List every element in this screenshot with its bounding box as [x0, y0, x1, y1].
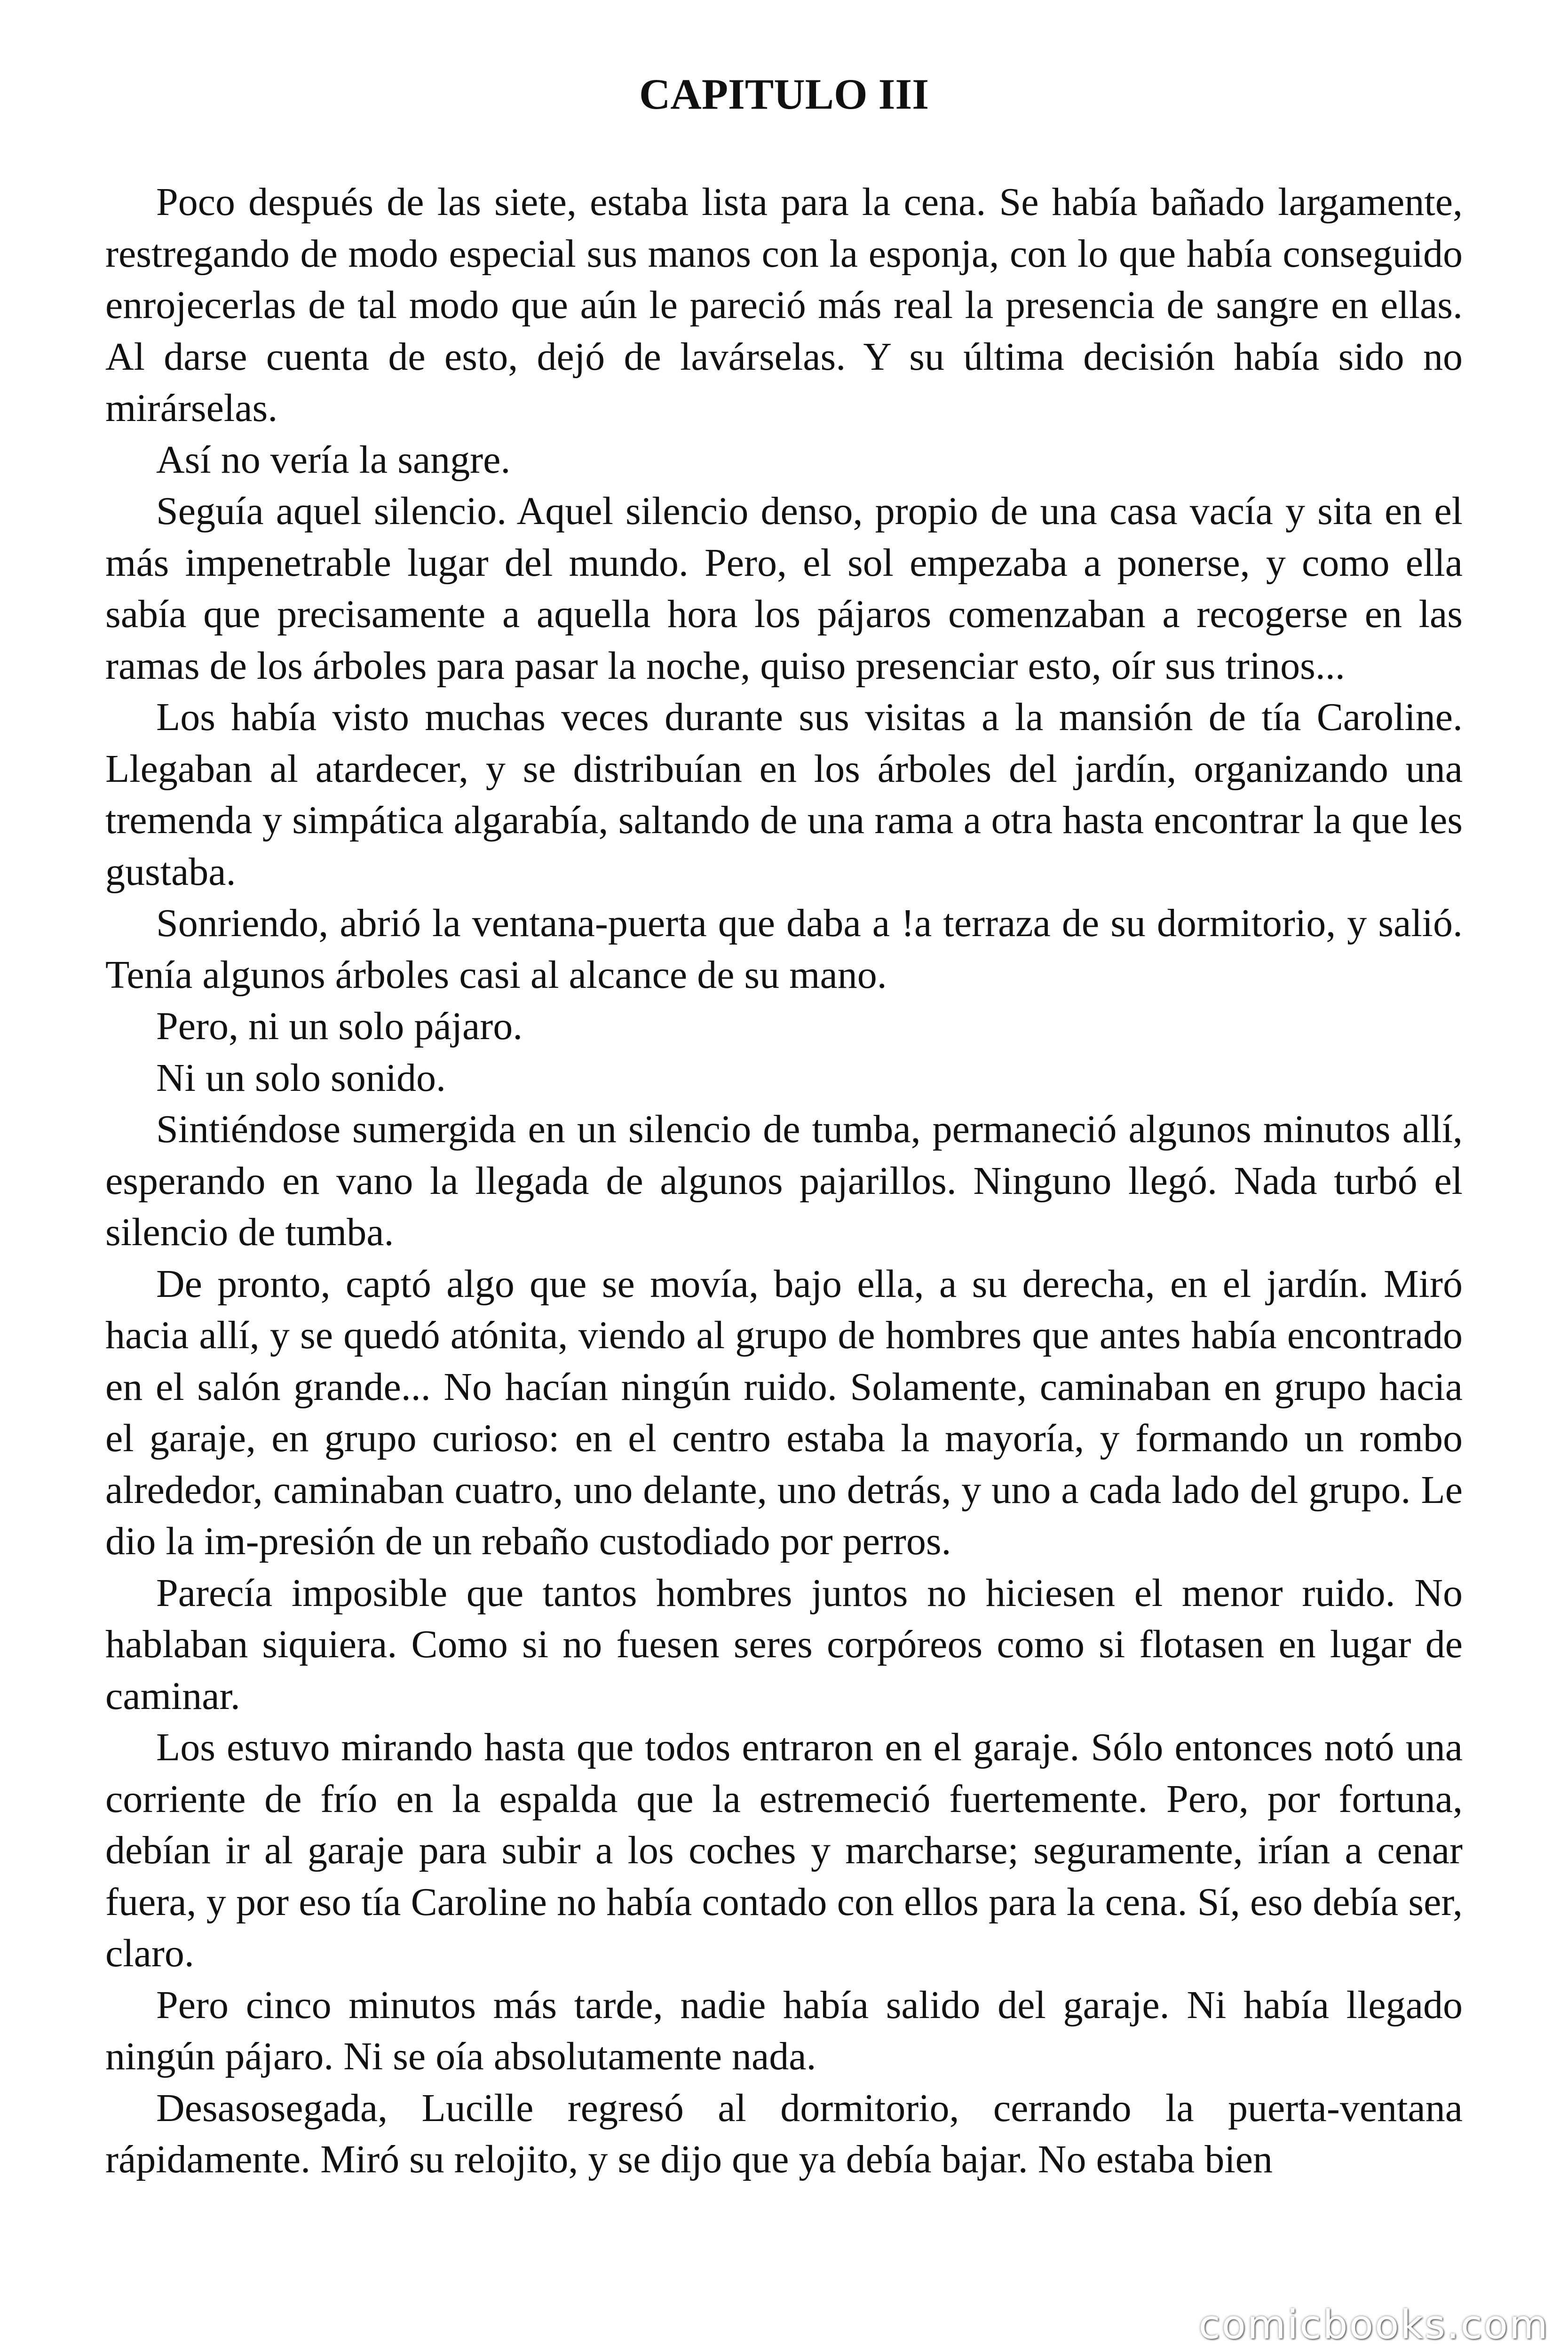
- paragraph: Sintiéndose sumergida en un silencio de tumba, permaneció algunos minutos allí, esperando en vano la llegada de algunos pajarillos. Ninguno llegó. Nada turbó el silencio de tumba.: [105, 1107, 1463, 1254]
- paragraph: Los había visto muchas veces durante sus visitas a la mansión de tía Caroline. Llegaban al atardecer, y se distribuían en los árboles del jardín, organizando una tremenda y simpática algarabía, saltando de una rama a otra hasta encontrar la que les gustaba.: [105, 695, 1463, 894]
- chapter-body: [105, 176, 1463, 2185]
- watermark: comicbooks.com: [1198, 2302, 1549, 2348]
- paragraph: Parecía imposible que tantos hombres juntos no hiciesen el menor ruido. No hablaban siquiera. Como si no fuesen seres corpóreos como si flotasen en lugar de caminar.: [105, 1571, 1463, 1718]
- paragraph: Pero cinco minutos más tarde, nadie había salido del garaje. Ni había llegado ningún pájaro. Ni se oía absolutamente nada.: [105, 1983, 1463, 2078]
- paragraph: De pronto, captó algo que se movía, bajo ella, a su derecha, en el jardín. Miró hacia allí, y se quedó atónita, viendo al grupo de hombres que antes había encontrado en el salón grande... No hacían ningún ruido. Solamente, caminaban en grupo hacia el garaje, en grupo curioso: en el centro estaba la mayoría, y formando un rombo alrededor, caminaban cuatro, uno delante, uno detrás, y uno a cada lado del grupo. Le dio la im-presión de un rebaño custodiado por perros.: [105, 1262, 1463, 1563]
- paragraph: Sonriendo, abrió la ventana-puerta que daba a !a terraza de su dormitorio, y salió. Tenía algunos árboles casi al alcance de su mano.: [105, 901, 1463, 997]
- paragraph: Pero, ni un solo pájaro.: [156, 1004, 523, 1048]
- paragraph: Los estuvo mirando hasta que todos entraron en el garaje. Sólo entonces notó una corriente de frío en la espalda que la estremeció fuertemente. Pero, por fortuna, debían ir al garaje para subir a los coches y marcharse; seguramente, irían a cenar fuera, y por eso tía Caroline no había contado con ellos para la cena. Sí, eso debía ser, claro.: [105, 1725, 1463, 1975]
- chapter-title: CAPITULO III: [639, 70, 929, 118]
- paragraph: Desasosegada, Lucille regresó al dormitorio, cerrando la puerta-ventana rápidamente. Miró su relojito, y se dijo que ya debía bajar. No estaba bien: [105, 2086, 1463, 2181]
- paragraph: Ni un solo sonido.: [156, 1056, 446, 1100]
- paragraph: Poco después de las siete, estaba lista para la cena. Se había bañado largamente, restregando de modo especial sus manos con la esponja, con lo que había conseguido enrojecerlas de tal modo que aún le pareció más real la presencia de sangre en ellas. Al darse cuenta de esto, dejó de lavárselas. Y su última decisión había sido no mirárselas.: [105, 180, 1463, 430]
- paragraph: Seguía aquel silencio. Aquel silencio denso, propio de una casa vacía y sita en el más impenetrable lugar del mundo. Pero, el sol empezaba a ponerse, y como ella sabía que precisamente a aquella hora los pájaros comenzaban a recogerse en las ramas de los árboles para pasar la noche, quiso presenciar esto, oír sus trinos...: [105, 489, 1463, 688]
- paragraph: Así no vería la sangre.: [156, 437, 511, 482]
